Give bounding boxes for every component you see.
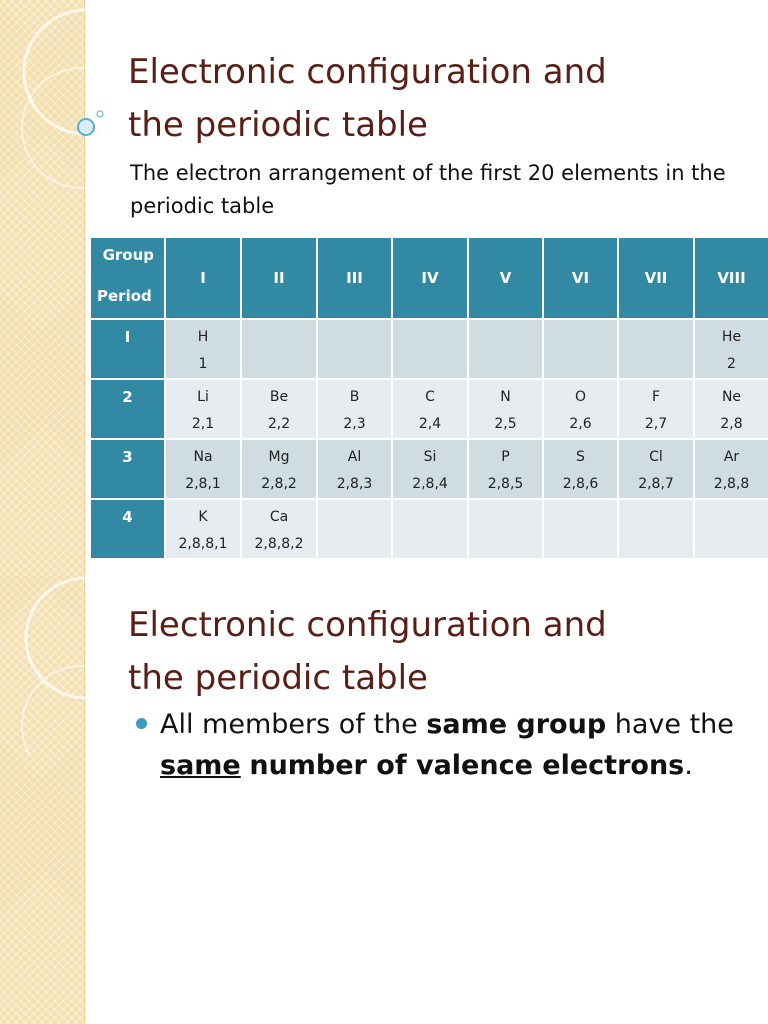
list-item: All members of the same group have the same number of valence electrons.	[134, 704, 734, 786]
element-symbol: F	[651, 389, 661, 405]
electron-configuration: 2,8	[720, 416, 743, 432]
electron-configuration: 2,8,6	[562, 476, 599, 492]
bullet-dot-icon	[136, 718, 147, 729]
electron-configuration: 2,6	[569, 416, 592, 432]
element-cell	[694, 439, 768, 499]
table-row	[90, 499, 768, 559]
element-cell	[618, 439, 694, 499]
group-header-cell: II	[241, 237, 317, 319]
table-header-row	[90, 237, 768, 319]
element-symbol: K	[198, 509, 208, 525]
element-cell	[317, 319, 392, 379]
bullet-list	[134, 704, 734, 786]
element-cell	[241, 439, 317, 499]
group-header-cell: IV	[392, 237, 468, 319]
table-corner-cell	[90, 237, 165, 319]
group-header-cell: I	[165, 237, 241, 319]
electron-configuration: 2,8,3	[336, 476, 373, 492]
element-cell	[543, 439, 618, 499]
element-cell	[392, 379, 468, 439]
element-symbol: Li	[197, 389, 209, 405]
element-symbol: Na	[193, 449, 213, 465]
electron-configuration: 1	[198, 356, 208, 372]
element-symbol: H	[197, 329, 209, 345]
element-cell	[241, 379, 317, 439]
element-cell	[392, 499, 468, 559]
element-symbol: Al	[347, 449, 362, 465]
element-cell	[543, 499, 618, 559]
electron-configuration: 2	[727, 356, 736, 372]
element-cell	[468, 499, 543, 559]
slide-2	[0, 576, 768, 1024]
group-header-cell: III	[317, 237, 392, 319]
element-cell	[694, 319, 768, 379]
table-row	[90, 379, 768, 439]
group-header-cell: VI	[543, 237, 618, 319]
element-cell	[241, 499, 317, 559]
electron-configuration: 2,8,5	[487, 476, 524, 492]
element-symbol: Cl	[649, 449, 663, 465]
electron-configuration: 2,8,1	[185, 476, 221, 492]
element-symbol: O	[574, 389, 587, 405]
element-cell	[165, 319, 241, 379]
element-cell	[241, 319, 317, 379]
electron-configuration: 2,2	[267, 416, 291, 432]
element-symbol: He	[721, 329, 742, 345]
decorative-rings-icon	[0, 576, 140, 756]
period-label: 3	[90, 439, 165, 499]
table-row	[90, 439, 768, 499]
decorative-rings-icon	[0, 0, 140, 220]
electron-configuration: 2,8,2	[261, 476, 297, 492]
element-symbol: Mg	[268, 449, 290, 465]
table-row	[90, 319, 768, 379]
element-symbol: B	[349, 389, 360, 405]
periodic-table	[89, 236, 768, 560]
slide-title: Electronic configuration and the periodic table	[128, 52, 607, 145]
element-cell	[317, 439, 392, 499]
element-symbol: Ca	[269, 509, 289, 525]
group-header: Group	[102, 246, 154, 264]
element-cell	[694, 379, 768, 439]
electron-configuration: 2,3	[343, 416, 366, 432]
period-label: 2	[90, 379, 165, 439]
period-label: 4	[90, 499, 165, 559]
element-cell	[618, 379, 694, 439]
electron-configuration: 2,8,4	[412, 476, 448, 492]
element-cell	[468, 379, 543, 439]
electron-configuration: 2,1	[191, 416, 215, 432]
electron-configuration: 2,8,8	[713, 476, 750, 492]
element-symbol: S	[576, 449, 585, 465]
group-header-cell: VII	[618, 237, 694, 319]
element-cell	[392, 439, 468, 499]
element-cell	[392, 319, 468, 379]
element-cell	[543, 379, 618, 439]
electron-configuration: 2,7	[644, 416, 668, 432]
slide-subtitle: The electron arrangement of the first 20 elements in the periodic table	[130, 161, 726, 218]
element-cell	[165, 499, 241, 559]
element-symbol: Ar	[723, 449, 740, 465]
element-symbol: N	[500, 389, 511, 405]
element-cell	[165, 439, 241, 499]
element-symbol: C	[425, 389, 435, 405]
element-symbol: Ne	[721, 389, 742, 405]
element-cell	[165, 379, 241, 439]
group-header-cell: V	[468, 237, 543, 319]
electron-configuration: 2,8,8,1	[178, 536, 228, 552]
element-cell	[468, 439, 543, 499]
element-cell	[317, 499, 392, 559]
element-cell	[317, 379, 392, 439]
period-header: Period	[97, 287, 152, 305]
group-header-cell: VIII	[694, 237, 768, 319]
period-label: I	[90, 319, 165, 379]
element-cell	[468, 319, 543, 379]
element-cell	[618, 319, 694, 379]
slide-title: Electronic configuration and the periodic table	[128, 605, 607, 698]
electron-configuration: 2,8,8,2	[254, 536, 304, 552]
element-symbol: Si	[423, 449, 437, 465]
element-symbol: Be	[269, 389, 289, 405]
electron-configuration: 2,4	[418, 416, 442, 432]
element-symbol: P	[501, 449, 510, 465]
electron-configuration: 2,5	[494, 416, 517, 432]
element-cell	[694, 499, 768, 559]
electron-configuration: 2,8,7	[638, 476, 674, 492]
element-cell	[618, 499, 694, 559]
element-cell	[543, 319, 618, 379]
